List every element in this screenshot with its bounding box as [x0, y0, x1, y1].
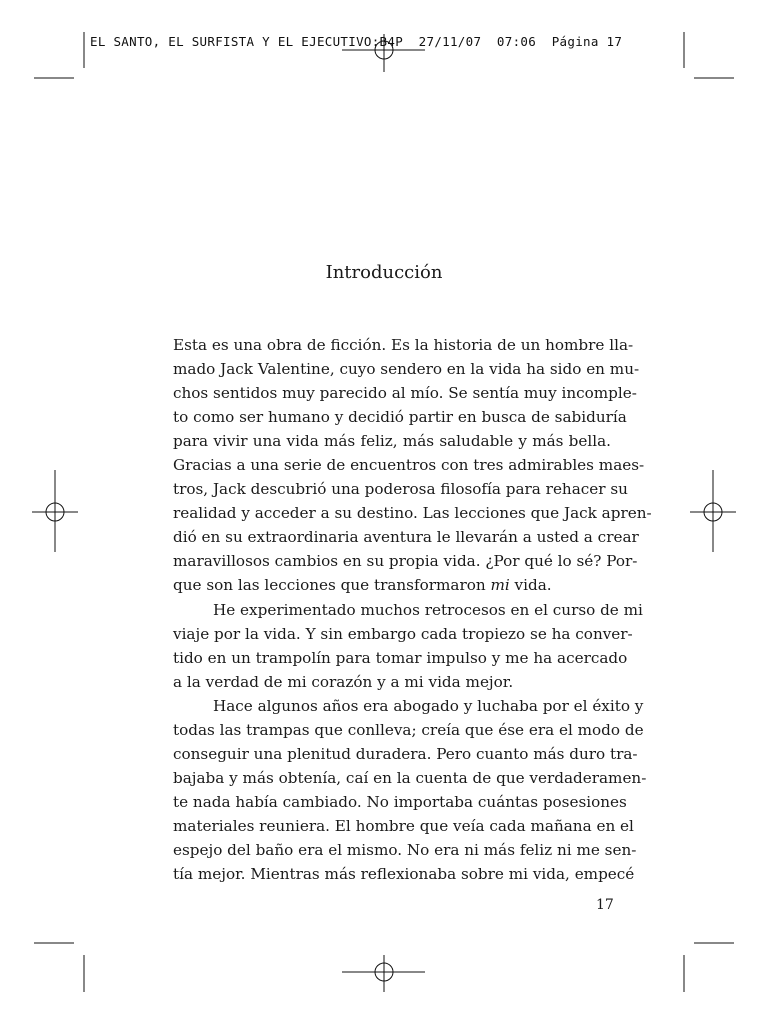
text-line: materiales reuniera. El hombre que veía cada mañana en el — [173, 816, 634, 835]
text-line: viaje por la vida. Y sin embargo cada tropiezo se ha conver- — [173, 624, 633, 643]
text-line: dió en su extraordinaria aventura le llevarán a usted a crear — [173, 528, 639, 547]
text-line: para vivir una vida más feliz, más saludable y más bella. — [173, 432, 611, 451]
text-line: Hace algunos años era abogado y luchaba por el éxito y — [213, 696, 644, 715]
paragraph-2 — [173, 598, 643, 694]
text-line: to como ser humano y decidió partir en busca de sabiduría — [173, 408, 627, 427]
text-line: tros, Jack descubrió una poderosa filosofía para rehacer su — [173, 480, 628, 499]
text-line: chos sentidos muy parecido al mío. Se sentía muy incomple- — [173, 384, 637, 403]
text-line: conseguir una plenitud duradera. Pero cuanto más duro tra- — [173, 744, 638, 763]
text-line: te nada había cambiado. No importaba cuántas posesiones — [173, 792, 627, 811]
registration-mark-bottom — [342, 955, 425, 992]
registration-mark-left — [32, 470, 78, 552]
text-line: espejo del baño era el mismo. No era ni más feliz ni me sen- — [173, 840, 637, 859]
text-line: bajaba y más obtenía, caí en la cuenta de que verdaderamen- — [173, 768, 647, 787]
text-line: a la verdad de mi corazón y a mi vida mejor. — [173, 672, 514, 691]
text-fragment: vida. — [509, 576, 552, 595]
registration-mark-right — [690, 470, 736, 552]
text-line: maravillosos cambios en su propia vida. ¿Por qué lo sé? Por- — [173, 552, 638, 571]
text-fragment: que son las lecciones que transformaron — [173, 576, 491, 595]
text-line: mado Jack Valentine, cuyo sendero en la vida ha sido en mu- — [173, 360, 640, 379]
paragraph-1 — [173, 333, 652, 598]
page-number: 17 — [596, 897, 614, 913]
text-line: Esta es una obra de ficción. Es la historia de un hombre lla- — [173, 336, 634, 354]
text-line: tido en un trampolín para tomar impulso y me ha acercado — [173, 648, 628, 667]
registration-mark-top — [342, 34, 425, 72]
chapter-title: Introducción — [325, 262, 443, 283]
text-line: He experimentado muchos retrocesos en el curso de mi — [213, 600, 643, 619]
body-text — [173, 333, 652, 886]
text-line: todas las trampas que conlleva; creía que ése era el modo de — [173, 720, 644, 739]
paragraph-3 — [173, 694, 647, 886]
text-line: Gracias a una serie de encuentros con tres admirables maes- — [173, 456, 645, 475]
text-line: realidad y acceder a su destino. Las lecciones que Jack apren- — [173, 504, 652, 523]
emphasis-text: mi — [490, 576, 510, 595]
text-line: tía mejor. Mientras más reflexionaba sobre mi vida, empecé — [173, 865, 635, 884]
text-line — [173, 573, 611, 597]
printer-slug: EL SANTO, EL SURFISTA Y EL EJECUTIVO:B4P 27/11/07 07:06 Página 17 — [90, 34, 623, 49]
